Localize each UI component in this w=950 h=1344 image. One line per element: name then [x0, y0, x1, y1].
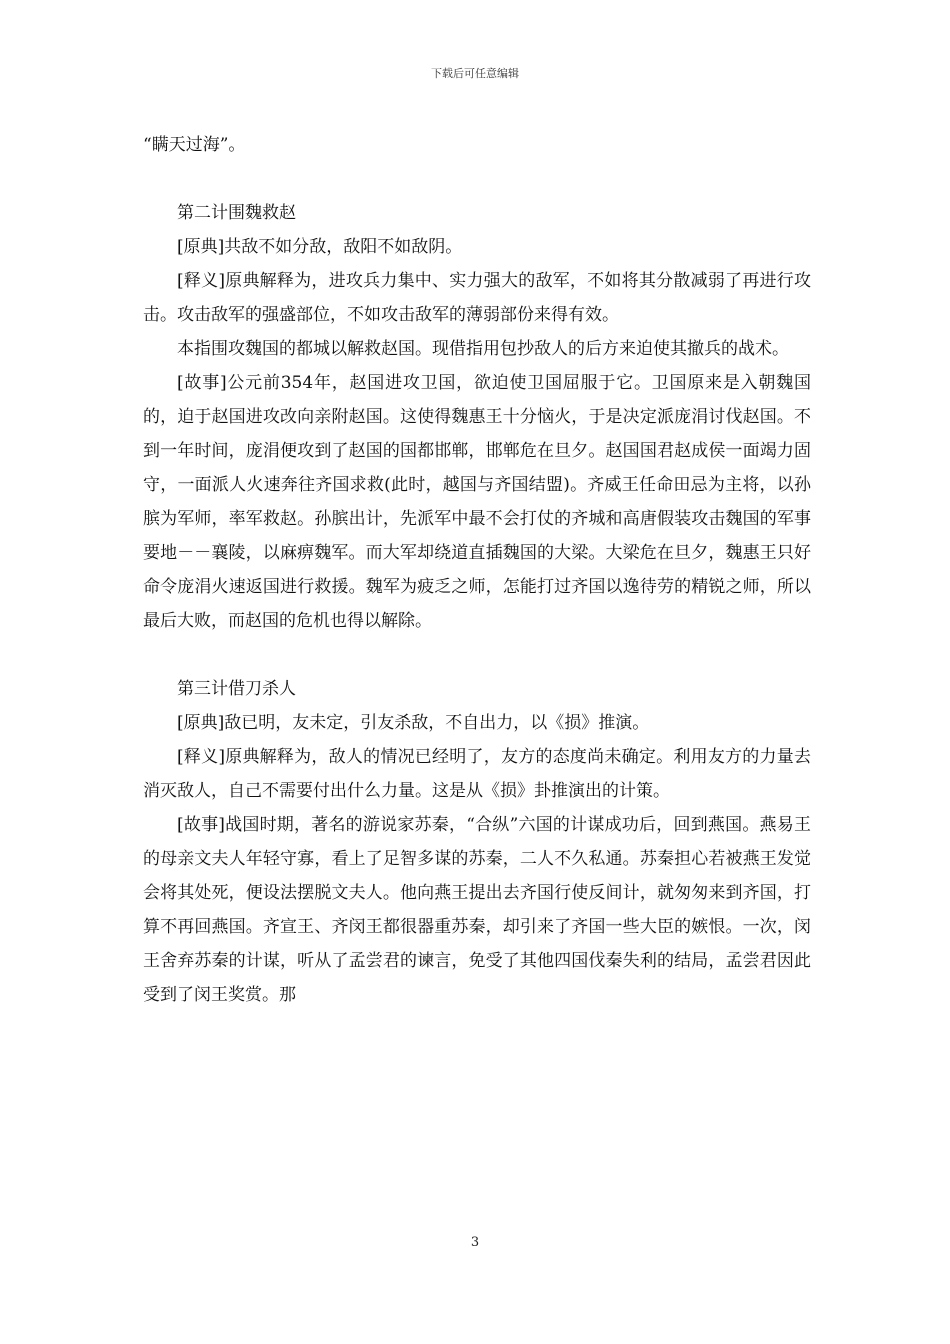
paragraph: [释义]原典解释为，敌人的情况已经明了，友方的态度尚未确定。利用友方的力量去消灭敌人，自己不需要付出什么力量。这是从《损》卦推演出的计策。	[143, 747, 811, 801]
paragraph: 本指围攻魏国的都城以解救赵国。现借指用包抄敌人的后方来迫使其撤兵的战术。	[177, 339, 789, 359]
paragraph: 第三计借刀杀人	[177, 679, 296, 699]
paragraph-gap	[143, 638, 811, 672]
paragraph: [故事]公元前354年，赵国进攻卫国，欲迫使卫国屈服于它。卫国原来是入朝魏国的，迫于赵国进攻改向亲附赵国。这使得魏惠王十分恼火，于是决定派庞涓讨伐赵国。不到一年时间，庞涓便攻到了赵国的国都邯郸，邯郸危在旦夕。赵国国君赵成侯一面竭力固守，一面派人火速奔往齐国求救(此时，越国与齐国结盟)。齐威王任命田忌为主将，以孙膑为军师，率军救赵。孙膑出计，先派军中最不会打仗的齐城和高唐假装攻击魏国的军事要地－－襄陵，以麻痹魏军。而大军却绕道直插魏国的大梁。大梁危在旦夕，魏惠王只好命令庞涓火速返国进行救援。魏军为疲乏之师，怎能打过齐国以逸待劳的精锐之师，所以最后大败，而赵国的危机也得以解除。	[143, 373, 811, 631]
paragraph: [原典]敌已明，友未定，引友杀敌，不自出力，以《损》推演。	[177, 713, 650, 733]
paragraph: “瞒天过海”。	[143, 135, 246, 155]
paragraph: [释义]原典解释为，进攻兵力集中、实力强大的敌军，不如将其分散减弱了再进行攻击。攻击敌军的强盛部位，不如攻击敌军的薄弱部份来得有效。	[143, 271, 811, 325]
paragraph: [原典]共敌不如分敌，敌阳不如敌阴。	[177, 237, 463, 257]
paragraph: 第二计围魏救赵	[177, 203, 296, 223]
paragraph-gap	[143, 162, 811, 196]
paragraph: [故事]战国时期，著名的游说家苏秦，“合纵”六国的计谋成功后，回到燕国。燕易王的母亲文夫人年轻守寡，看上了足智多谋的苏秦，二人不久私通。苏秦担心若被燕王发觉会将其处死，便设法摆脱文夫人。他向燕王提出去齐国行使反间计，就匆匆来到齐国，打算不再回燕国。齐宣王、齐闵王都很器重苏秦，却引来了齐国一些大臣的嫉恨。一次，闵王舍弃苏秦的计谋，听从了孟尝君的谏言，免受了其他四国伐秦失利的结局，孟尝君因此受到了闵王奖赏。那	[143, 815, 811, 1005]
page-header: 下载后可任意编辑	[431, 67, 519, 80]
page-number: 3	[470, 1235, 480, 1250]
document-body	[143, 128, 811, 1012]
